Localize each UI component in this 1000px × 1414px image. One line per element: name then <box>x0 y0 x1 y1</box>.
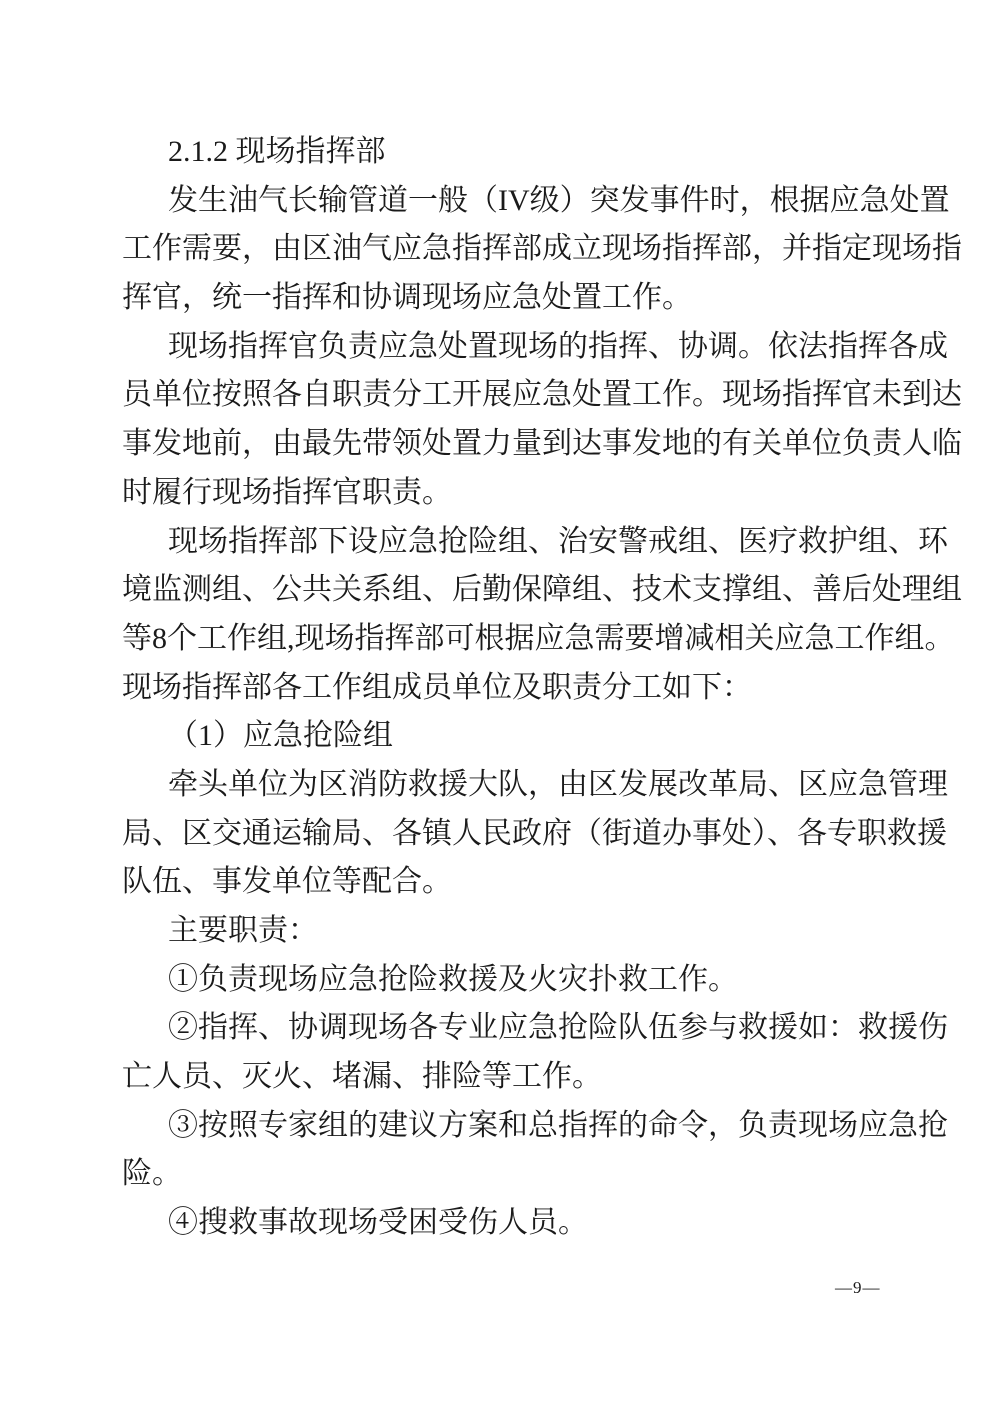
page-number: —9— <box>835 1278 881 1297</box>
document-body <box>122 128 962 1248</box>
text-line: ①负责现场应急抢险救援及火灾扑救工作。 <box>168 962 738 996</box>
text-line: 员单位按照各自职责分工开展应急处置工作。现场指挥官未到达 <box>122 378 962 412</box>
text-line: ④搜救事故现场受困受伤人员。 <box>168 1206 588 1240</box>
section-heading: 2.1.2 现场指挥部 <box>168 135 386 168</box>
text-line: 现场指挥部下设应急抢险组、治安警戒组、医疗救护组、环 <box>168 524 948 558</box>
text-line: 牵头单位为区消防救援大队，由区发展改革局、区应急管理 <box>168 767 948 801</box>
text-line: 现场指挥官负责应急处置现场的指挥、协调。依法指挥各成 <box>168 329 948 363</box>
text-line: 现场指挥部各工作组成员单位及职责分工如下： <box>122 670 752 704</box>
text-line: ③按照专家组的建议方案和总指挥的命令，负责现场应急抢 <box>168 1108 948 1142</box>
text-line: 时履行现场指挥官职责。 <box>122 475 452 509</box>
text-line: 事发地前，由最先带领处置力量到达事发地的有关单位负责人临 <box>122 427 962 461</box>
text-line: 境监测组、公共关系组、后勤保障组、技术支撑组、善后处理组 <box>122 573 962 607</box>
text-line: 亡人员、灭火、堵漏、排险等工作。 <box>122 1060 602 1094</box>
text-line: 挥官，统一指挥和协调现场应急处置工作。 <box>122 281 692 315</box>
text-line: 主要职责： <box>168 914 318 947</box>
text-line: 发生油气长输管道一般（IV级）突发事件时，根据应急处置 <box>168 183 950 217</box>
text-line: 等8个工作组,现场指挥部可根据应急需要增减相关应急工作组。 <box>122 621 955 655</box>
text-line: 局、区交通运输局、各镇人民政府（街道办事处）、各专职救援 <box>122 816 947 850</box>
text-line: 险。 <box>122 1157 182 1191</box>
text-line: 工作需要，由区油气应急指挥部成立现场指挥部，并指定现场指 <box>122 232 962 266</box>
text-line: （1）应急抢险组 <box>168 719 393 753</box>
text-line: 队伍、事发单位等配合。 <box>122 865 452 899</box>
text-line: ②指挥、协调现场各专业应急抢险队伍参与救援如：救援伤 <box>168 1011 948 1045</box>
